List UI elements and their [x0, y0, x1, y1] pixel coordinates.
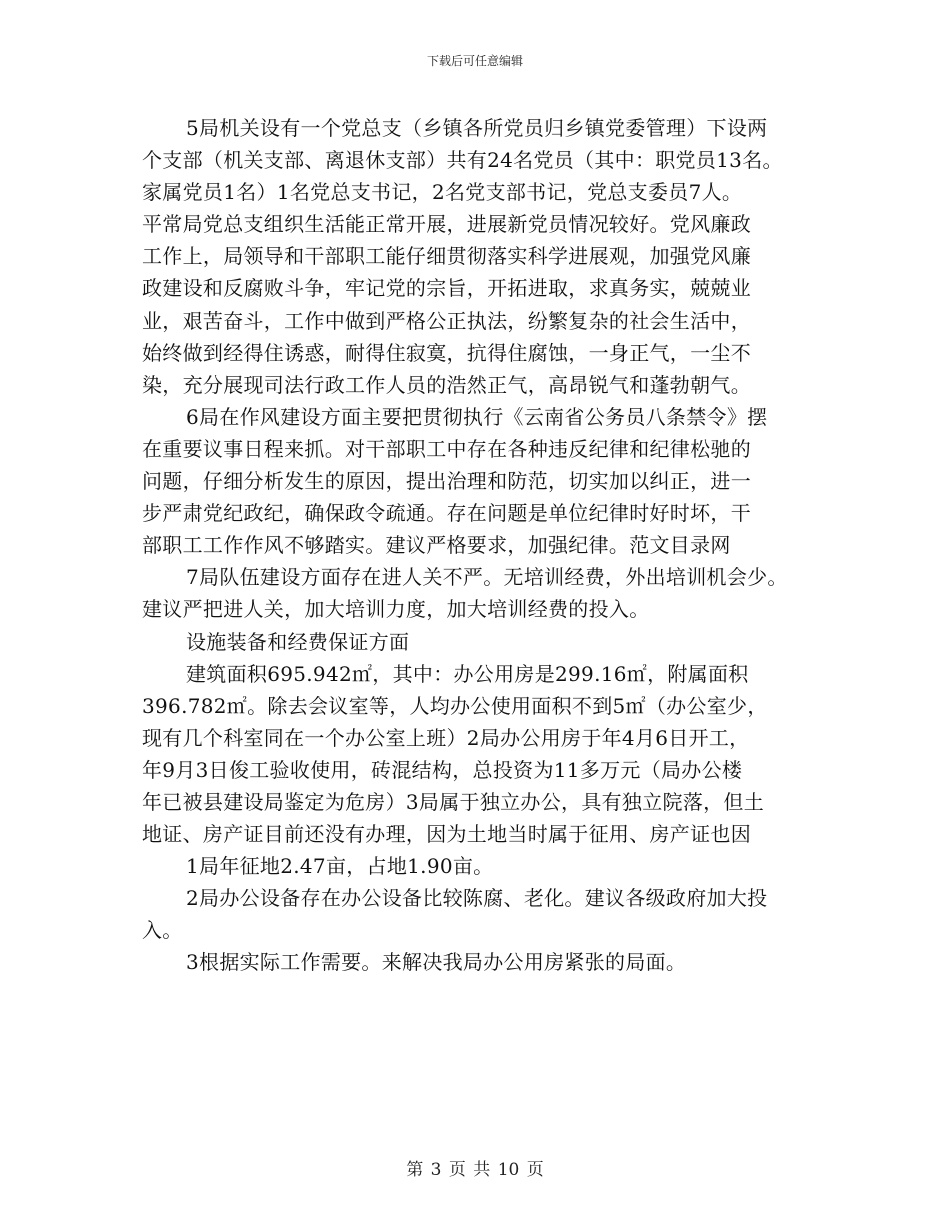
text-line: 步严肃党纪政纪，确保政令疏通。存在问题是单位纪律时好时坏，干	[142, 501, 751, 526]
text-line: 现有几个科室同在一个办公室上班）2局办公用房于年4月6日开工，	[142, 725, 750, 750]
text-line: 年9月3日俊工验收使用，砖混结构，总投资为11多万元（局办公楼	[142, 757, 743, 782]
text-line: 年已被县建设局鉴定为危房）3局属于独立办公，具有独立院落，但土	[142, 789, 765, 814]
text-line: 7局队伍建设方面存在进人关不严。无培训经费，外出培训机会少。	[186, 565, 788, 590]
text-line: 部职工工作作风不够踏实。建议严格要求，加强纪律。范文目录网	[142, 533, 731, 558]
text-line: 地证、房产证目前还没有办理，因为土地当时属于征用、房产证也因	[142, 822, 751, 847]
text-line: 业，艰苦奋斗，工作中做到严格公正执法，纷繁复杂的社会生活中，	[142, 308, 751, 333]
text-line: 入。	[142, 918, 183, 943]
text-line: 问题，仔细分析发生的原因，提出治理和防范，切实加以纠正，进一	[142, 469, 751, 494]
text-line: 5局机关设有一个党总支（乡镇各所党员归乡镇党委管理）下设两	[186, 116, 768, 140]
document-body	[142, 112, 832, 979]
text-line: 染，充分展现司法行政工作人员的浩然正气，高昂锐气和蓬勃朝气。	[142, 372, 751, 397]
page-header-note: 下载后可任意编辑	[426, 54, 523, 68]
text-line: 始终做到经得住诱惑，耐得住寂寞，抗得住腐蚀，一身正气，一尘不	[142, 340, 751, 365]
text-line: 工作上，局领导和干部职工能仔细贯彻落实科学进展观，加强党风廉	[142, 244, 751, 269]
text-line: 平常局党总支组织生活能正常开展，进展新党员情况较好。党风廉政	[142, 212, 751, 237]
text-line: 2局办公设备存在办公设备比较陈腐、老化。建议各级政府加大投	[186, 886, 768, 911]
text-line: 在重要议事日程来抓。对干部职工中存在各种违反纪律和纪律松驰的	[142, 436, 751, 461]
text-line: 建筑面积695.942㎡，其中：办公用房是299.16㎡，附属面积	[186, 661, 749, 686]
text-line: 建议严把进人关，加大培训力度，加大培训经费的投入。	[142, 597, 650, 622]
page-number-footer: 第 3 页 共 10 页	[406, 1160, 544, 1180]
text-line: 3根据实际工作需要。来解决我局办公用房紧张的局面。	[186, 950, 687, 975]
text-line: 6局在作风建设方面主要把贯彻执行《云南省公务员八条禁令》摆	[186, 404, 768, 429]
text-line: 396.782㎡。除去会议室等，人均办公使用面积不到5㎡（办公室少，	[142, 693, 768, 718]
text-line: 家属党员1名）1名党总支书记，2名党支部书记，党总支委员7人。	[142, 180, 743, 205]
text-line: 政建设和反腐败斗争，牢记党的宗旨，开拓进取，求真务实，兢兢业	[142, 276, 751, 301]
text-line: 1局年征地2.47亩，占地1.90亩。	[186, 854, 494, 879]
text-line: 个支部（机关支部、离退休支部）共有24名党员（其中：职党员13名。	[142, 148, 783, 173]
text-line: 设施装备和经费保证方面	[186, 629, 410, 654]
